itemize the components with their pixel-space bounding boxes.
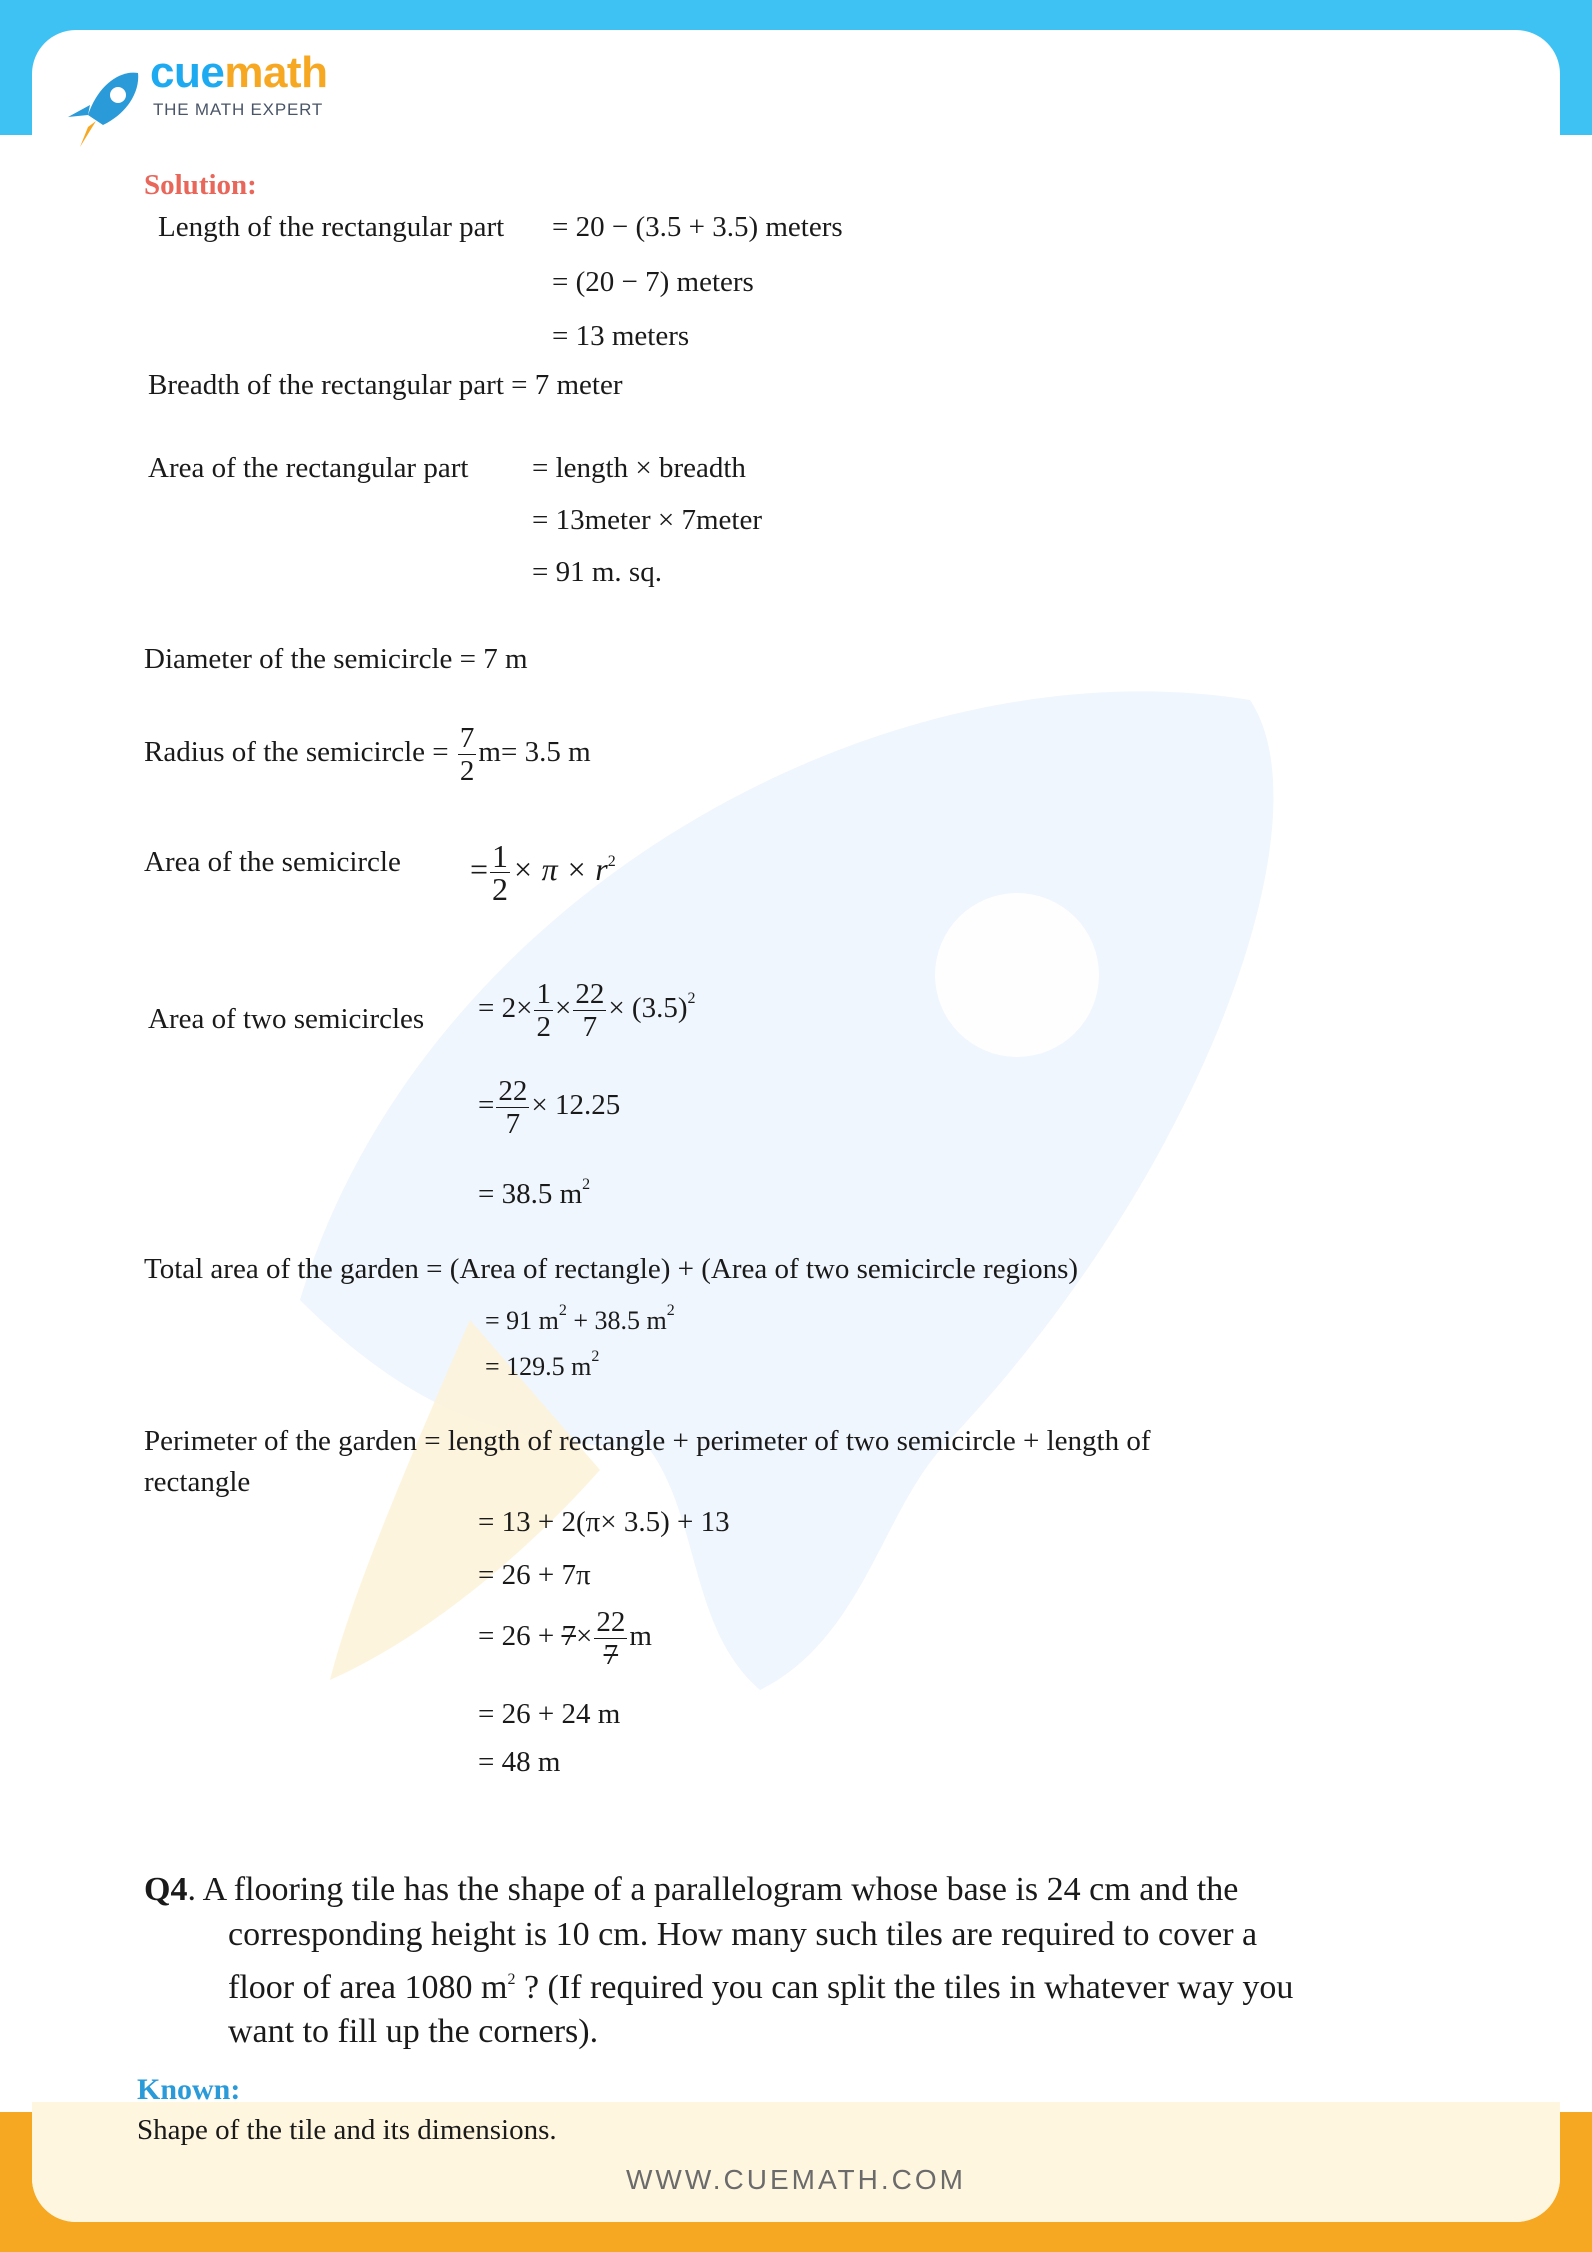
- radius-fraction: [458, 722, 477, 787]
- rect-length-line2: = (20 − 7) meters: [552, 266, 754, 298]
- fraction-numerator: 22: [575, 978, 605, 1010]
- fraction-denominator: 7: [582, 1011, 598, 1043]
- total-area-line1: [485, 1294, 675, 1338]
- question-text: ? (If required you can split the tiles in whatever way you: [515, 1969, 1294, 2006]
- radius-result: m= 3.5 m: [478, 736, 591, 769]
- term: = 2×: [478, 992, 533, 1025]
- question-line2: corresponding height is 10 cm. How many such tiles are required to cover a: [228, 1916, 1258, 1953]
- breadth-line: Breadth of the rectangular part = 7 meter: [148, 369, 623, 401]
- fraction-half: [534, 978, 553, 1043]
- question-text: . A flooring tile has the shape of a parallelogram whose base is 24 cm and the: [187, 1871, 1239, 1908]
- radius-label: Radius of the semicircle =: [144, 736, 456, 769]
- question-line4: want to fill up the corners).: [228, 2013, 599, 2050]
- perimeter-line2: = 26 + 7π: [478, 1559, 591, 1591]
- perimeter-line1: = 13 + 2(π× 3.5) + 13: [478, 1506, 730, 1538]
- exponent: 2: [582, 1176, 591, 1193]
- question-line1: [144, 1867, 1238, 1912]
- rect-area-line1: = length × breadth: [532, 452, 746, 484]
- rect-length-line3: = 13 meters: [552, 320, 690, 352]
- brand-tagline: THE MATH EXPERT: [153, 100, 324, 119]
- perimeter-line3: [478, 1606, 652, 1671]
- perimeter-label-cont: rectangle: [144, 1466, 251, 1498]
- question-text: floor of area 1080 m: [228, 1969, 508, 2006]
- equals-sign: =: [478, 1089, 495, 1122]
- fraction-denominator: 2: [536, 1011, 551, 1043]
- perimeter-line5: = 48 m: [478, 1746, 561, 1778]
- exponent: 2: [591, 1348, 600, 1365]
- term: = 26 +: [478, 1620, 562, 1653]
- known-text: Shape of the tile and its dimensions.: [137, 2114, 557, 2146]
- equals-sign: =: [470, 850, 489, 887]
- two-semicircles-label: Area of two semicircles: [148, 1003, 425, 1035]
- term: = 129.5 m: [485, 1352, 592, 1381]
- two-semicircles-line1: [478, 978, 696, 1043]
- half-fraction: [490, 840, 510, 905]
- question-line3: [228, 1957, 1293, 2010]
- semicircle-area-formula: [470, 840, 616, 905]
- radius-line: [144, 722, 591, 787]
- rect-length-label: Length of the rectangular part: [158, 211, 505, 243]
- exponent: 2: [666, 1302, 675, 1319]
- term: = 91 m: [485, 1306, 559, 1335]
- brand-name-part1: cue: [150, 48, 225, 97]
- brand-name-part2: math: [224, 48, 328, 97]
- total-area-line2: [485, 1340, 599, 1384]
- exponent: 2: [607, 852, 616, 870]
- brand-wordmark: [150, 48, 327, 98]
- exponent: 2: [507, 1971, 516, 1988]
- two-semicircles-line2: [478, 1075, 620, 1140]
- fraction-denominator: 2: [459, 755, 475, 787]
- footer-url: WWW.CUEMATH.COM: [626, 2164, 966, 2195]
- two-semicircles-line3: [478, 1168, 590, 1211]
- term: × (3.5): [608, 992, 688, 1025]
- term: = 38.5 m: [478, 1178, 583, 1210]
- solution-heading: Solution:: [144, 169, 257, 201]
- known-heading: Known:: [137, 2073, 241, 2106]
- formula-rest: × π × r: [512, 850, 608, 887]
- fraction-denominator: 7: [505, 1108, 521, 1140]
- semicircle-area-label: Area of the semicircle: [144, 846, 401, 878]
- fraction-numerator: 1: [492, 838, 509, 874]
- fraction-pi: [594, 1606, 627, 1671]
- perimeter-label: Perimeter of the garden = length of rectangle + perimeter of two semicircle + length of: [144, 1425, 1151, 1457]
- term: + 38.5 m: [566, 1306, 667, 1335]
- rect-length-line1: = 20 − (3.5 + 3.5) meters: [552, 211, 843, 243]
- fraction-denominator: 7: [603, 1639, 619, 1671]
- exponent: 2: [558, 1302, 567, 1319]
- fraction-numerator: 1: [536, 978, 551, 1010]
- term: × 12.25: [531, 1089, 621, 1122]
- cancelled-seven: 7: [561, 1620, 576, 1653]
- cuemath-rocket-logo-icon: [58, 45, 148, 155]
- rect-area-line2: = 13meter × 7meter: [532, 504, 762, 536]
- exponent: 2: [687, 990, 696, 1008]
- question-number: Q4: [144, 1871, 188, 1908]
- fraction-pi: [573, 978, 606, 1043]
- perimeter-line4: = 26 + 24 m: [478, 1698, 621, 1730]
- rect-area-line3: = 91 m. sq.: [532, 556, 662, 588]
- fraction-numerator: 7: [459, 722, 475, 754]
- fraction-numerator: 22: [498, 1075, 528, 1107]
- rect-area-label: Area of the rectangular part: [148, 452, 469, 484]
- fraction-pi: [496, 1075, 529, 1140]
- fraction-numerator: 22: [596, 1606, 626, 1638]
- fraction-denominator: 2: [492, 871, 509, 907]
- times-sign: ×: [575, 1620, 593, 1653]
- diameter-line: Diameter of the semicircle = 7 m: [144, 643, 528, 675]
- times-sign: ×: [554, 992, 572, 1025]
- unit: m: [629, 1620, 652, 1653]
- total-area-label: Total area of the garden = (Area of rectangle) + (Area of two semicircle regions): [144, 1253, 1079, 1285]
